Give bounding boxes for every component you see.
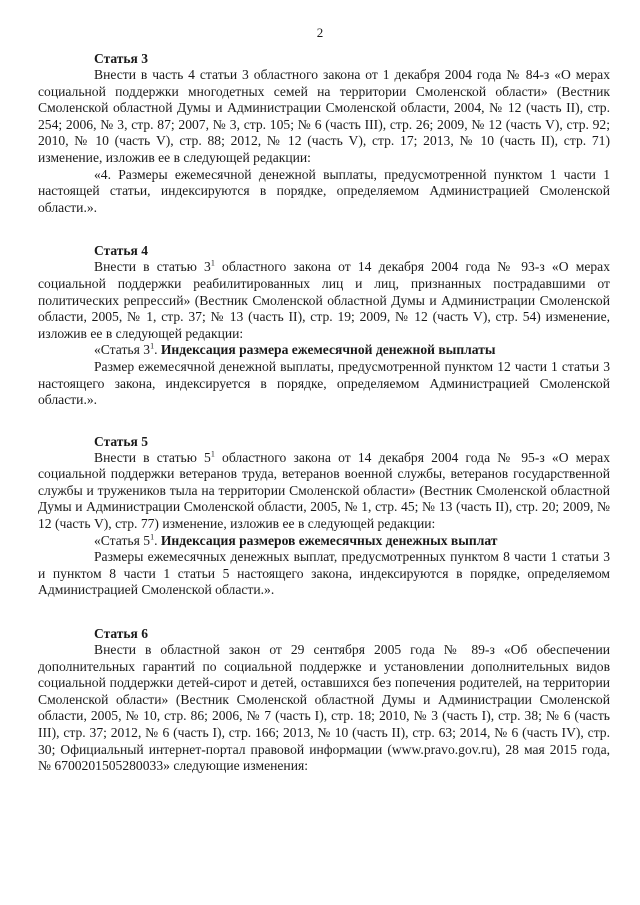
article-3-paragraph-2: «4. Размеры ежемесячной денежной выплаты, предусмотренной пунктом 1 части 1 настоящей статьи, индексируются в порядке, определяемом Администрацией Смоленской области.». [38,166,610,215]
article-4 [38,242,610,408]
article-3-body [38,67,610,216]
article-6-body [38,642,610,775]
article-5-heading: Статья 5 [94,433,148,449]
article-6-paragraph-1: Внести в областной закон от 29 сентября 2005 года № 89-з «Об обеспечении дополнительных гарантий по социальной поддержке и установлении дополнительных видов социальной поддержки детей-сирот и детей, оставшихся без попечения родителей, на территории Смоленской области» (Вестник Смоленской областной Думы и Администрации Смоленской области, 2005, № 10, стр. 86; 2006, № 7 (часть I), стр. 18; 2010, № 3 (часть I), стр. 38; № 6 (часть III), стр. 37; 2012, № 6 (часть I), стр. 166; 2013, № 10 (часть II), стр. 63; 2014, № 6 (часть IV), стр. 30; Официальный интернет-портал правовой информации (www.pravo.gov.ru), 28 мая 2015 года, № 6700201505280033» следующие изменения: [38,642,610,774]
article-5-lead-sup: 1 [210,449,215,459]
article-4-lead-start: Внести в статью 3 [94,259,211,275]
page-number: 2 [316,25,324,40]
article-4-quote-sup: 1 [150,341,155,351]
article-4-lead-rest: областного закона от 14 декабря 2004 года № 93-з «О мерах социальной поддержки реабилитированных лиц и лиц, признанных пострадавшими от политических репрессий» (Вестник Смоленской областной Думы и Администрации Смоленской области, 2005, № 1, стр. 37; № 13 (часть II), стр. 19; 2009, № 12 (часть V), стр. 54) изменение, изложив ее в следующей редакции: [38,259,610,341]
article-3 [38,50,610,216]
article-4-paragraph-1 [38,259,610,342]
article-5-quote-heading [38,533,610,550]
article-5-quote-title: Индексация размеров ежемесячных денежных выплат [160,532,498,548]
article-5-quote-body: Размеры ежемесячных денежных выплат, предусмотренных пунктом 8 части 1 статьи 3 и пунктом 8 части 1 статьи 5 настоящего закона, индексируются в порядке, определяемом Администрацией Смоленской области.». [38,549,610,598]
article-5-body [38,450,610,599]
article-5-lead-start: Внести в статью 5 [94,449,211,465]
article-5-paragraph-1 [38,450,610,533]
article-4-quote-heading [38,342,610,359]
article-4-quote-title: Индексация размера ежемесячной денежной выплаты [160,342,496,358]
article-6-heading: Статья 6 [94,626,148,642]
article-5-quote-sup: 1 [150,532,155,542]
article-5-quote-dot: . [154,532,161,548]
article-5-quote-prefix: «Статья 5 [94,532,151,548]
article-4-quote-dot: . [154,342,161,358]
article-4-heading: Статья 4 [94,243,148,259]
article-3-paragraph-1: Внести в часть 4 статьи 3 областного закона от 1 декабря 2004 года № 84-з «О мерах социальной поддержки многодетных семей на территории Смоленской области» (Вестник Смоленской областной Думы и Администрации Смоленской области, 2004, № 12 (часть II), стр. 254; 2006, № 3, стр. 87; 2007, № 3, стр. 105; № 6 (часть III), стр. 26; 2009, № 12 (часть V), стр. 92; 2010, № 10 (часть V), стр. 88; 2012, № 12 (часть V), стр. 17; 2013, № 10 (часть II), стр. 71) изменение, изложив ее в следующей редакции: [38,67,610,165]
article-4-quote-body: Размер ежемесячной денежной выплаты, предусмотренной пунктом 12 части 1 статьи 3 настоящего закона, индексируется в порядке, определяемом Администрацией Смоленской области.». [38,358,610,408]
article-5-lead-rest: областного закона от 14 декабря 2004 года № 95-з «О мерах социальной поддержки ветеранов труда, ветеранов военной службы, ветеранов государственной службы и тружеников тыла на территории Смоленской области» (Вестник Смоленской областной Думы и Администрации Смоленской области, 2005, № 1, стр. 45; № 13 (часть II), стр. 20; 2009, № 12 (часть V), стр. 77) изменение, изложив ее в следующей редакции: [38,449,610,532]
article-6 [38,625,610,775]
article-4-quote-prefix: «Статья 3 [94,342,151,358]
article-4-lead-sup: 1 [210,258,215,268]
article-5 [38,433,610,599]
article-4-body [38,259,610,408]
article-3-heading: Статья 3 [94,51,148,66]
